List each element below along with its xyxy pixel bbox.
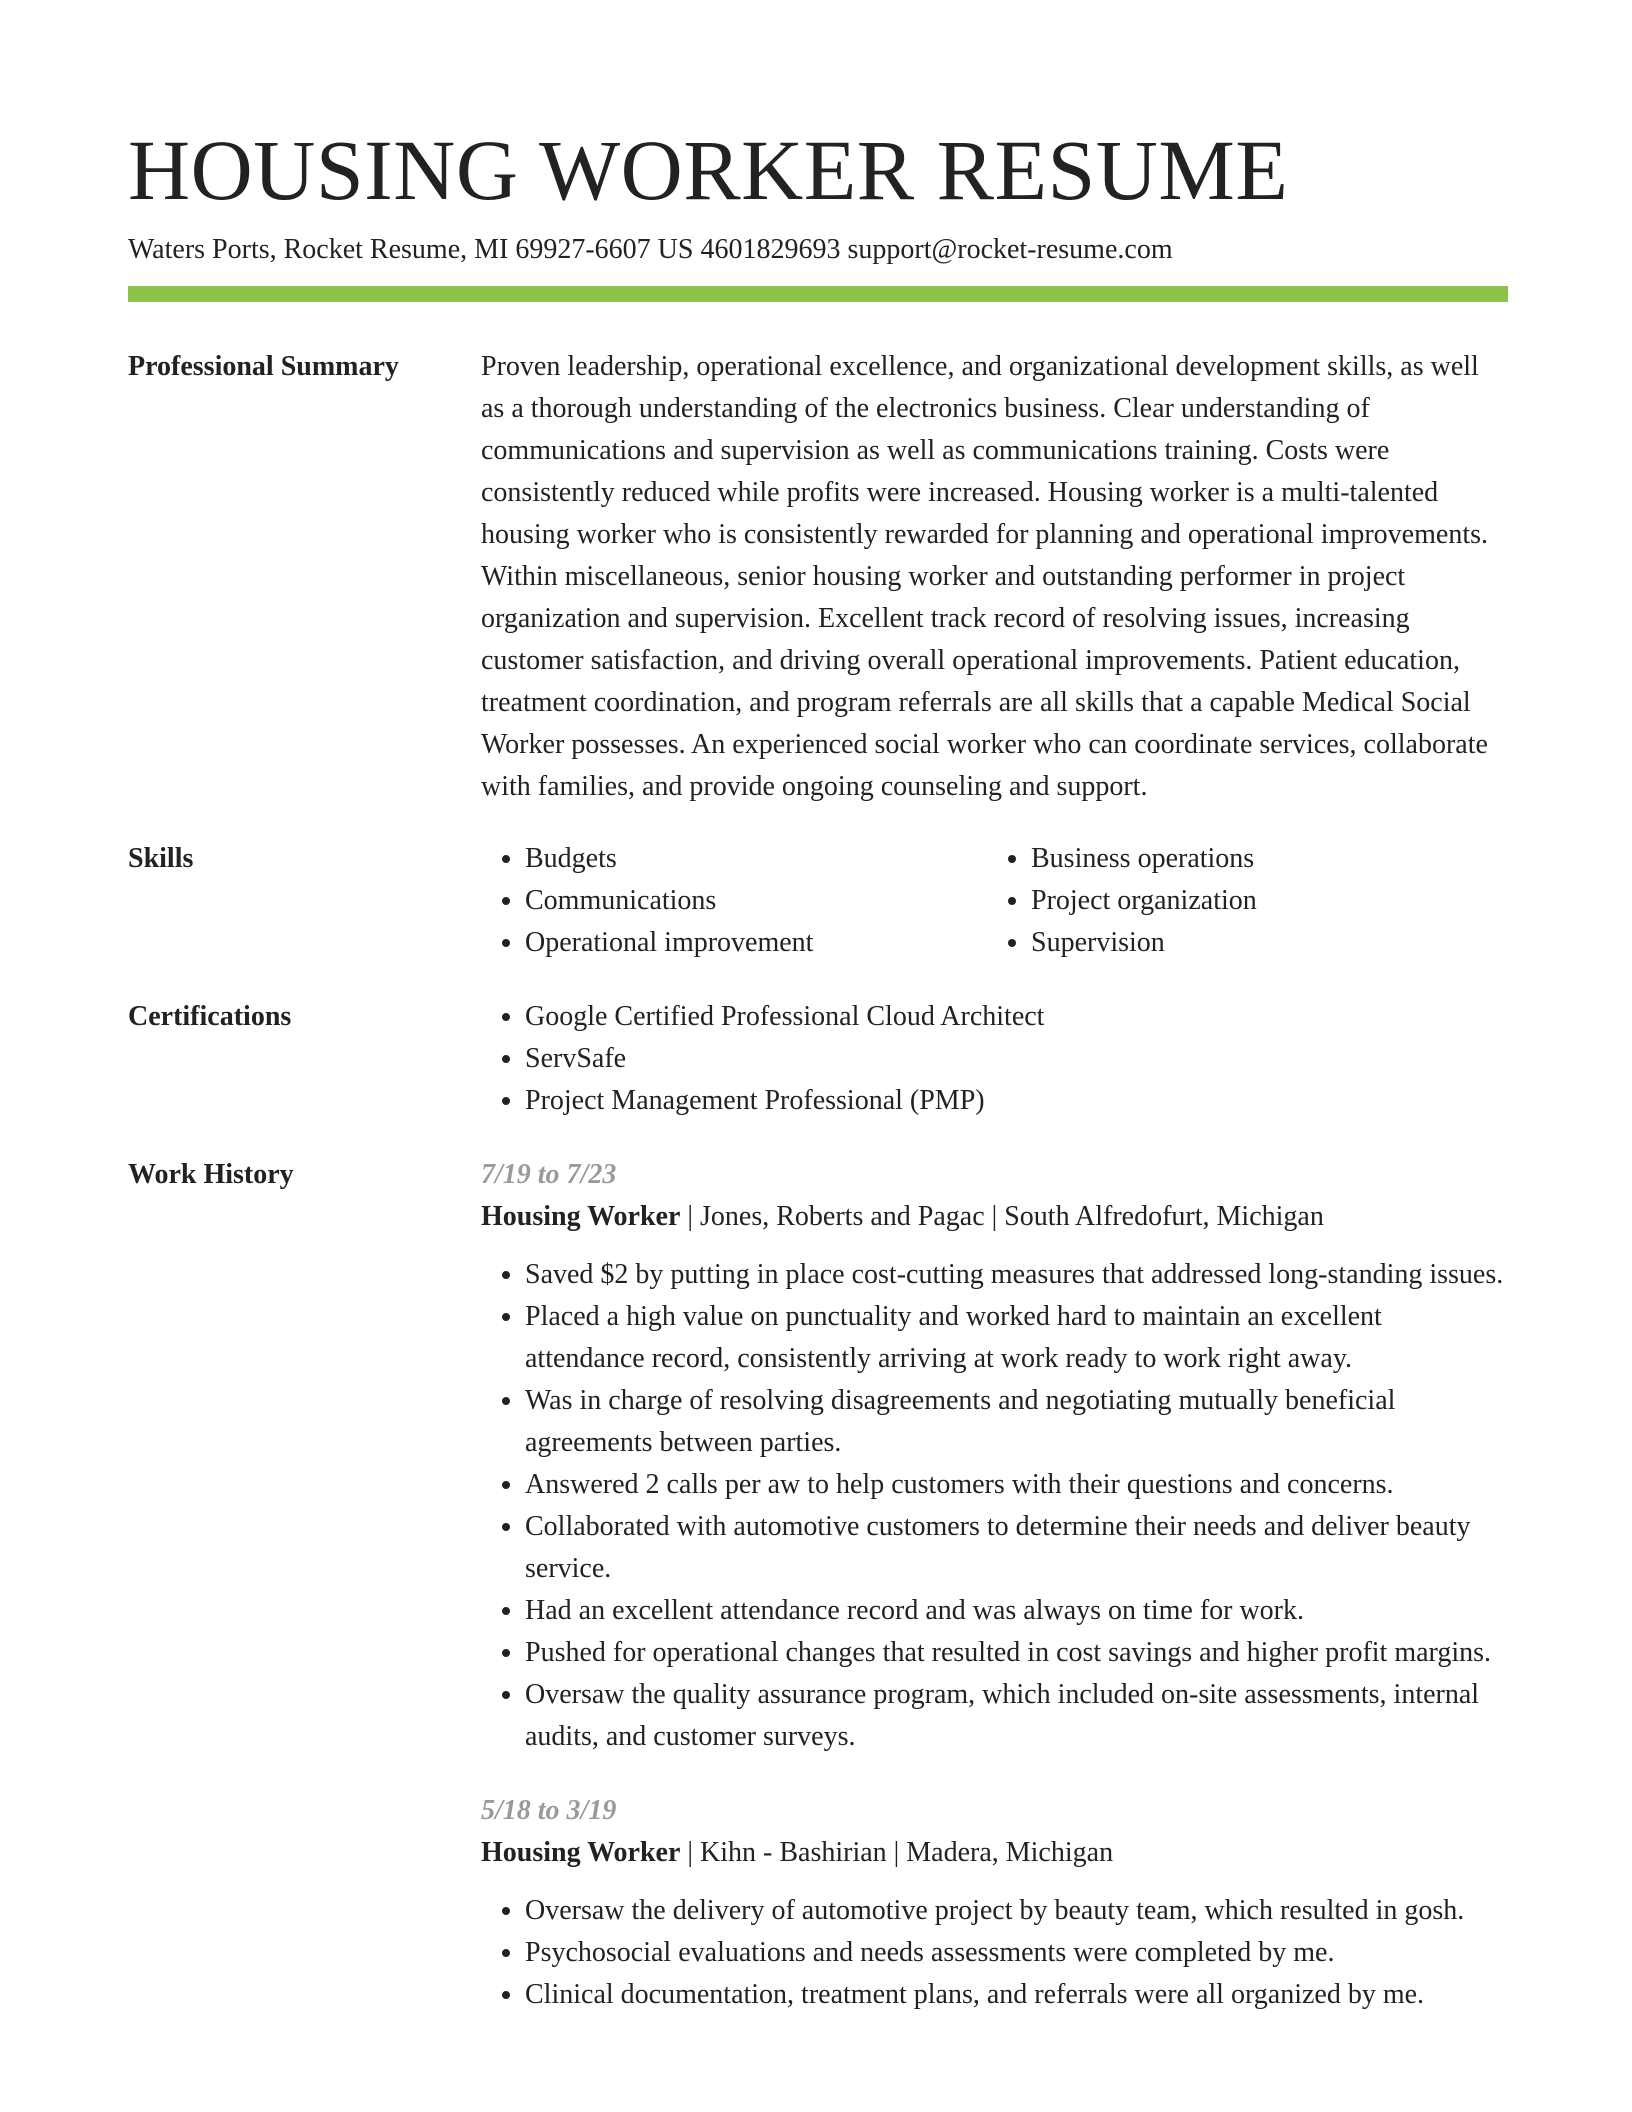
job-heading <box>481 1832 1508 1874</box>
job-entry <box>481 1154 1508 1758</box>
list-item: • Collaborated with automotive customers to determine their needs and deliver beauty service. <box>525 1506 1508 1590</box>
page-title: HOUSING WORKER RESUME <box>128 122 1289 218</box>
skills-column-left <box>481 838 987 964</box>
list-item: • Operational improvement <box>525 922 987 964</box>
certifications-list <box>481 996 1508 1122</box>
list-item: • Saved $2 by putting in place cost-cutting measures that addressed long-standing issues. <box>525 1254 1508 1296</box>
section-label-work-history: Work History <box>128 1159 294 1190</box>
certifications-content <box>481 996 1508 1122</box>
list-item: • Project organization <box>1031 880 1487 922</box>
list-item: • Communications <box>525 880 987 922</box>
list-item: • Answered 2 calls per aw to help customers with their questions and concerns. <box>525 1464 1508 1506</box>
job-entry <box>481 1790 1508 2016</box>
skills-list <box>481 838 1508 964</box>
section-label-certifications: Certifications <box>128 1001 292 1032</box>
job-bullets <box>481 1254 1508 1758</box>
list-item: • Oversaw the delivery of automotive project by beauty team, which resulted in gosh. <box>525 1890 1508 1932</box>
accent-divider <box>128 286 1508 302</box>
list-item: • Supervision <box>1031 922 1487 964</box>
section-label-summary: Professional Summary <box>128 351 399 382</box>
list-item: • Had an excellent attendance record and was always on time for work. <box>525 1590 1508 1632</box>
job-heading <box>481 1196 1508 1238</box>
job-bullets <box>481 1890 1508 2016</box>
job-details: | Jones, Roberts and Pagac | South Alfredofurt, Michigan <box>680 1201 1324 1232</box>
job-dates: 5/18 to 3/19 <box>481 1795 617 1826</box>
list-item: • Was in charge of resolving disagreements and negotiating mutually beneficial agreements between parties. <box>525 1380 1508 1464</box>
job-title: Housing Worker <box>481 1837 681 1868</box>
work-history-content <box>481 1154 1508 2016</box>
job-title: Housing Worker <box>481 1201 681 1232</box>
list-item: • Google Certified Professional Cloud Architect <box>525 996 1508 1038</box>
list-item: • Clinical documentation, treatment plans, and referrals were all organized by me. <box>525 1974 1508 2016</box>
section-label-skills: Skills <box>128 843 194 874</box>
list-item: • Placed a high value on punctuality and worked hard to maintain an excellent attendance record, consistently arriving at work ready to work right away. <box>525 1296 1508 1380</box>
contact-line: Waters Ports, Rocket Resume, MI 69927-6607 US 4601829693 support@rocket-resume.com <box>128 234 1173 265</box>
skills-column-right <box>987 838 1487 964</box>
list-item: • Oversaw the quality assurance program, which included on-site assessments, internal audits, and customer surveys. <box>525 1674 1508 1758</box>
summary-text: Proven leadership, operational excellence, and organizational development skills, as well as a thorough understanding of the electronics business. Clear understanding of communications and supervision as well as communications training. Costs were consistently reduced while profits were increased. Housing worker is a multi-talented housing worker who is consistently rewarded for planning and operational improvements. Within miscellaneous, senior housing worker and outstanding performer in project organization and supervision. Excellent track record of resolving issues, increasing customer satisfaction, and driving overall operational improvements. Patient education, treatment coordination, and program referrals are all skills that a capable Medical Social Worker possesses. An experienced social worker who can coordinate services, collaborate with families, and provide ongoing counseling and support. <box>481 351 1488 802</box>
list-item: • Business operations <box>1031 838 1487 880</box>
job-details: | Kihn - Bashirian | Madera, Michigan <box>680 1837 1114 1868</box>
job-dates: 7/19 to 7/23 <box>481 1159 617 1190</box>
list-item: • Project Management Professional (PMP) <box>525 1080 1508 1122</box>
list-item: • Pushed for operational changes that resulted in cost savings and higher profit margins. <box>525 1632 1508 1674</box>
list-item: • Budgets <box>525 838 987 880</box>
list-item: • Psychosocial evaluations and needs assessments were completed by me. <box>525 1932 1508 1974</box>
summary-content <box>481 346 1508 808</box>
list-item: • ServSafe <box>525 1038 1508 1080</box>
